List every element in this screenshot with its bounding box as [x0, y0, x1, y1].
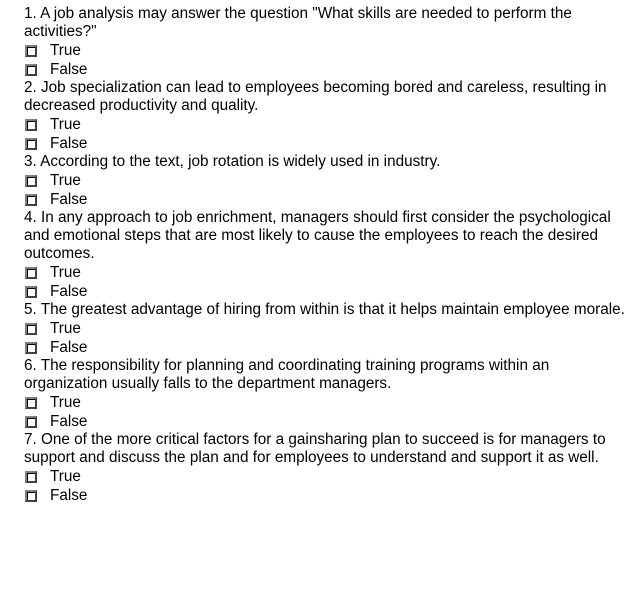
question-3 [24, 153, 629, 209]
radio-button-icon[interactable] [25, 286, 37, 298]
radio-button-icon[interactable] [25, 194, 37, 206]
radio-button-icon[interactable] [25, 471, 37, 483]
option-label: False [50, 413, 88, 430]
radio-button-icon[interactable] [25, 267, 37, 279]
option-false[interactable] [24, 190, 629, 209]
option-label: True [50, 172, 81, 189]
question-text: 4. In any approach to job enrichment, managers should first consider the psychological and emotional steps that are most likely to cause the employees to reach the desired outcomes. [24, 209, 611, 262]
option-label: True [50, 394, 81, 411]
question-2 [24, 79, 629, 153]
option-false[interactable] [24, 412, 629, 431]
option-true[interactable] [24, 393, 629, 412]
question-text: 3. According to the text, job rotation is widely used in industry. [24, 153, 441, 170]
option-label: False [50, 487, 88, 504]
radio-button-icon[interactable] [25, 175, 37, 187]
radio-button-icon[interactable] [25, 416, 37, 428]
option-true[interactable] [24, 467, 629, 486]
quiz-form [24, 5, 629, 505]
option-label: False [50, 283, 88, 300]
radio-button-icon[interactable] [25, 45, 37, 57]
option-true[interactable] [24, 115, 629, 134]
question-1 [24, 5, 629, 79]
question-6 [24, 357, 629, 431]
question-text: 2. Job specialization can lead to employees becoming bored and careless, resulting in decreased productivity and quality. [24, 79, 607, 114]
option-false[interactable] [24, 282, 629, 301]
radio-button-icon[interactable] [25, 397, 37, 409]
option-false[interactable] [24, 134, 629, 153]
option-true[interactable] [24, 263, 629, 282]
option-label: False [50, 135, 88, 152]
option-true[interactable] [24, 41, 629, 60]
question-text: 5. The greatest advantage of hiring from within is that it helps maintain employee morale. [24, 301, 625, 318]
question-text: 1. A job analysis may answer the question "What skills are needed to perform the activities?" [24, 5, 572, 40]
option-label: True [50, 116, 81, 133]
option-false[interactable] [24, 486, 629, 505]
radio-button-icon[interactable] [25, 119, 37, 131]
option-label: True [50, 468, 81, 485]
radio-button-icon[interactable] [25, 490, 37, 502]
radio-button-icon[interactable] [25, 342, 37, 354]
question-4 [24, 209, 629, 301]
option-label: True [50, 320, 81, 337]
option-label: True [50, 42, 81, 59]
radio-button-icon[interactable] [25, 64, 37, 76]
option-true[interactable] [24, 319, 629, 338]
radio-button-icon[interactable] [25, 138, 37, 150]
option-label: True [50, 264, 81, 281]
option-false[interactable] [24, 338, 629, 357]
question-text: 6. The responsibility for planning and coordinating training programs within an organization usually falls to the department managers. [24, 357, 550, 392]
question-text: 7. One of the more critical factors for a gainsharing plan to succeed is for managers to support and discuss the plan and for employees to understand and support it as well. [24, 431, 606, 466]
question-5 [24, 301, 629, 357]
radio-button-icon[interactable] [25, 323, 37, 335]
question-7 [24, 431, 629, 505]
option-false[interactable] [24, 60, 629, 79]
option-label: False [50, 339, 88, 356]
option-true[interactable] [24, 171, 629, 190]
option-label: False [50, 61, 88, 78]
option-label: False [50, 191, 88, 208]
